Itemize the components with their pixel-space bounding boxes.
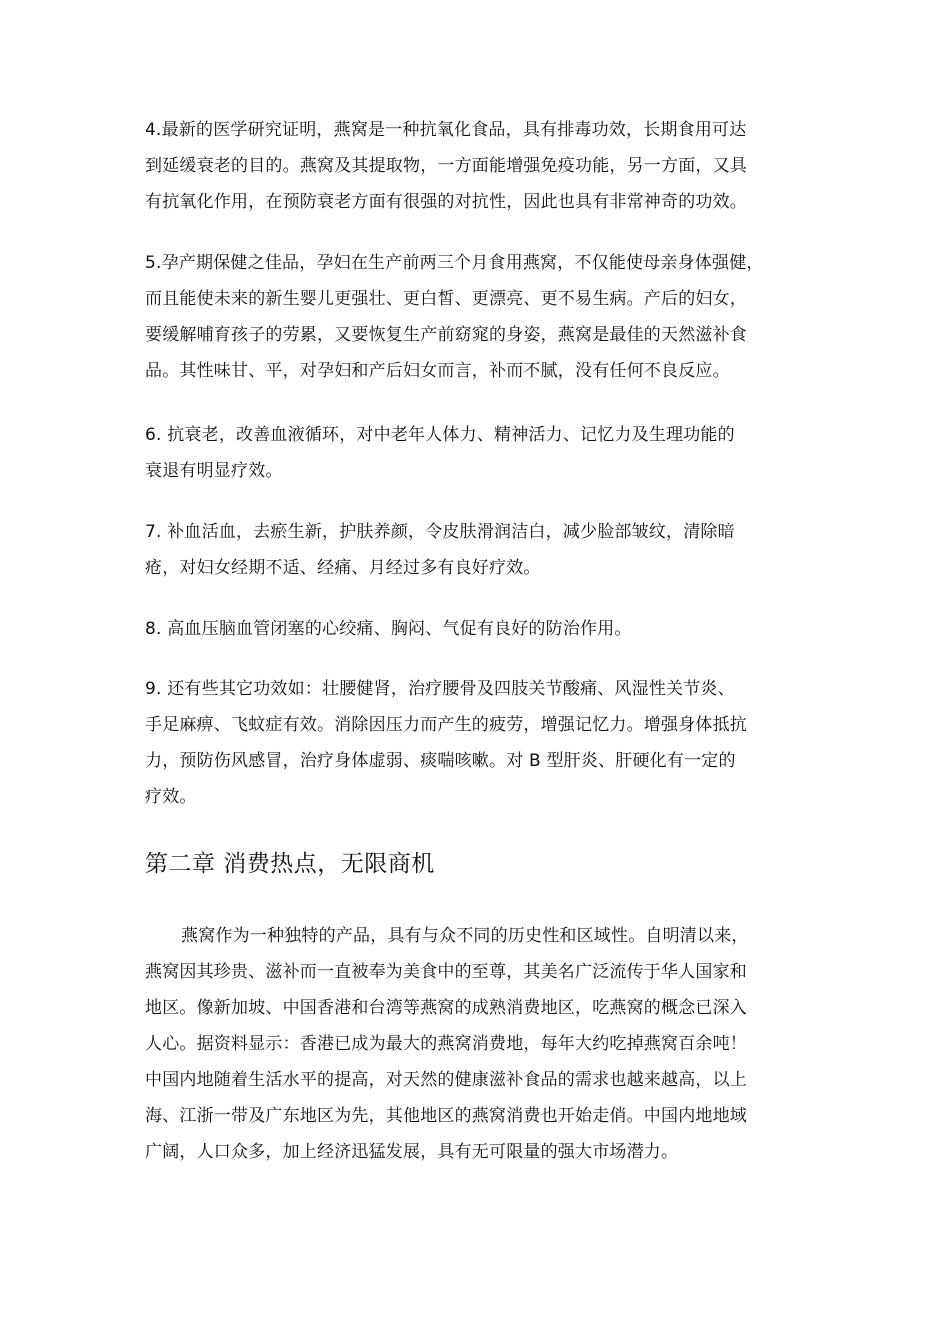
paragraph-line: 燕窝作为一种独特的产品，具有与众不同的历史性和区域性。自明清以来， [181,926,749,946]
list-item-5 [145,245,810,389]
paragraph-line: 5.孕产期保健之佳品，孕妇在生产前两三个月食用燕窝，不仅能使母亲身体强健， [145,253,764,273]
list-item-8 [145,611,810,647]
paragraph-line: 疮，对妇女经期不适、经痛、月经过多有良好疗效。 [145,558,541,578]
list-item-4 [145,112,810,220]
paragraph-line: 力，预防伤风感冒，治疗身体虚弱、痰喘咳嗽。对 B 型肝炎、肝硬化有一定的 [145,751,736,771]
paragraph-line: 手足麻痹、飞蚊症有效。消除因压力而产生的疲劳，增强记忆力。增强身体抵抗 [145,715,747,735]
paragraph-line: 7. 补血活血，去瘀生新，护肤养颜，令皮肤滑润洁白，减少脸部皱纹，清除暗 [145,522,735,542]
list-item-7 [145,514,810,586]
paragraph-line: 海、江浙一带及广东地区为先，其他地区的燕窝消费也开始走俏。中国内地地域 [145,1106,747,1126]
paragraph-line: 而且能使未来的新生婴儿更强壮、更白皙、更漂亮、更不易生病。产后的妇女， [145,289,747,309]
paragraph-line: 燕窝因其珍贵、滋补而一直被奉为美食中的至尊，其美名广泛流传于华人国家和 [145,962,747,982]
paragraph-line: 衰退有明显疗效。 [145,461,283,481]
paragraph-line: 中国内地随着生活水平的提高，对天然的健康滋补食品的需求也越来越高，以上 [145,1070,747,1090]
chapter-heading: 第二章 消费热点，无限商机 [145,851,435,877]
list-item-6 [145,417,810,489]
paragraph-line: 品。其性味甘、平，对孕妇和产后妇女而言，补而不腻，没有任何不良反应。 [145,361,730,381]
paragraph-line: 要缓解哺育孩子的劳累，又要恢复生产前窈窕的身姿，燕窝是最佳的天然滋补食 [145,325,747,345]
paragraph-line: 到延缓衰老的目的。燕窝及其提取物，一方面能增强免疫功能，另一方面，又具 [145,156,747,176]
chapter-paragraph [145,918,810,1170]
paragraph-line: 9. 还有些其它功效如：壮腰健肾，治疗腰骨及四肢关节酸痛、风湿性关节炎、 [145,679,735,699]
paragraph-line: 8. 高血压脑血管闭塞的心绞痛、胸闷、气促有良好的防治作用。 [145,619,632,639]
list-item-9 [145,671,810,815]
paragraph-line: 人心。据资料显示：香港已成为最大的燕窝消费地，每年大约吃掉燕窝百余吨！ [145,1034,747,1054]
paragraph-line: 有抗氧化作用，在预防衰老方面有很强的对抗性，因此也具有非常神奇的功效。 [145,192,747,212]
paragraph-line: 广阔，人口众多，加上经济迅猛发展，具有无可限量的强大市场潜力。 [145,1142,679,1162]
paragraph-line: 疗效。 [145,787,197,807]
paragraph-line: 4.最新的医学研究证明，燕窝是一种抗氧化食品，具有排毒功效，长期食用可达 [145,120,747,140]
paragraph-line: 6. 抗衰老，改善血液循环，对中老年人体力、精神活力、记忆力及生理功能的 [145,425,735,445]
paragraph-line: 地区。像新加坡、中国香港和台湾等燕窝的成熟消费地区，吃燕窝的概念已深入 [145,998,747,1018]
